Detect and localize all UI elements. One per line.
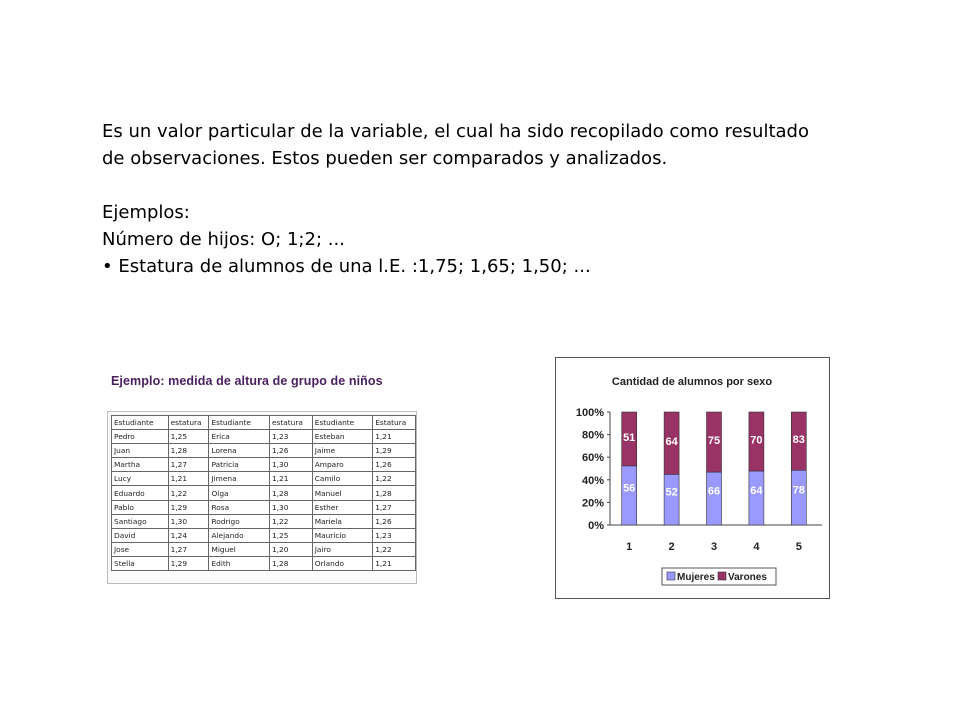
table-header-cell: Estudiante — [112, 416, 169, 430]
table-header-cell: estatura — [269, 416, 312, 430]
data-label-varones: 51 — [623, 431, 636, 444]
data-label-mujeres: 66 — [707, 485, 721, 498]
table-cell: 1,27 — [373, 500, 416, 514]
table-cell: 1,21 — [373, 556, 416, 570]
table-cell: 1,30 — [269, 500, 312, 514]
table-cell: 1,28 — [373, 486, 416, 500]
table-row — [112, 556, 416, 570]
table-cell: 1,29 — [168, 556, 209, 570]
table-cell: Edith — [209, 556, 269, 570]
table-cell: 1,23 — [373, 528, 416, 542]
table-row — [112, 542, 416, 556]
table-header-cell: Estudiante — [209, 416, 269, 430]
table-cell: 1,24 — [168, 528, 209, 542]
x-tick-label: 3 — [710, 541, 718, 553]
table-cell: 1,28 — [168, 444, 209, 458]
table-cell: Orlando — [312, 556, 372, 570]
table-cell: Patricia — [209, 458, 269, 472]
table-row — [112, 458, 416, 472]
table-cell: 1,29 — [168, 500, 209, 514]
table-title: Ejemplo: medida de altura de grupo de niños — [111, 374, 383, 388]
y-tick-label: 60% — [581, 452, 604, 465]
height-table-figure — [101, 364, 419, 585]
table-cell: 1,25 — [168, 430, 209, 444]
table-cell: Camilo — [312, 472, 372, 486]
table-cell: 1,23 — [269, 430, 312, 444]
table-cell: 1,25 — [269, 528, 312, 542]
x-tick-label: 5 — [795, 541, 802, 553]
spacer — [102, 172, 882, 199]
table-cell: 1,22 — [373, 472, 416, 486]
table-frame — [107, 411, 417, 584]
chart-svg — [556, 358, 829, 598]
y-tick-label: 100% — [575, 407, 604, 419]
table-row — [112, 472, 416, 486]
table-cell: 1,21 — [269, 472, 312, 486]
table-cell: Erica — [209, 430, 269, 444]
legend-label-varones: Varones — [728, 572, 767, 583]
table-cell: 1,28 — [269, 556, 312, 570]
table-cell: Jose — [112, 542, 169, 556]
table-cell: Mariela — [312, 514, 372, 528]
table-cell: 1,20 — [269, 542, 312, 556]
bar-mujeres — [622, 466, 637, 525]
table-cell: Rodrigo — [209, 514, 269, 528]
text-block — [102, 118, 882, 280]
table-cell: 1,22 — [269, 514, 312, 528]
table-cell: Alejando — [209, 528, 269, 542]
table-cell: Jairo — [312, 542, 372, 556]
y-tick-label: 0% — [588, 520, 604, 532]
table-row — [112, 430, 416, 444]
data-label-mujeres: 52 — [665, 486, 678, 499]
table-cell: Miguel — [209, 542, 269, 556]
table-row — [112, 444, 416, 458]
data-label-mujeres: 78 — [792, 484, 805, 497]
table-cell: Lorena — [209, 444, 269, 458]
x-tick-label: 2 — [668, 541, 675, 553]
table-cell: 1,27 — [168, 542, 209, 556]
table-cell: Stella — [112, 556, 169, 570]
y-tick-label: 80% — [581, 429, 604, 442]
data-label-mujeres: 64 — [750, 485, 763, 498]
definition-line-2: de observaciones. Estos pueden ser comparados y analizados. — [102, 148, 668, 169]
table-cell: Rosa — [209, 500, 269, 514]
table-cell: Mauricio — [312, 528, 372, 542]
x-tick-label: 4 — [753, 541, 760, 553]
table-row — [112, 514, 416, 528]
data-label-varones: 83 — [792, 434, 805, 447]
table-cell: 1,22 — [373, 542, 416, 556]
legend-swatch-mujeres — [667, 572, 675, 580]
y-tick-label: 40% — [581, 474, 604, 487]
table-header-cell: Estatura — [373, 416, 416, 430]
table-cell: 1,26 — [269, 444, 312, 458]
table-row — [112, 528, 416, 542]
table-cell: Amparo — [312, 458, 372, 472]
table-cell: Pablo — [112, 500, 169, 514]
table-cell: Juan — [112, 444, 169, 458]
data-label-varones: 64 — [665, 436, 678, 449]
table-cell: Jaime — [312, 444, 372, 458]
table-cell: Santiago — [112, 514, 169, 528]
table-row — [112, 486, 416, 500]
table-cell: Martha — [112, 458, 169, 472]
bar-mujeres — [791, 470, 806, 525]
x-tick-label: 1 — [626, 541, 633, 553]
examples-heading: Ejemplos: — [102, 202, 190, 223]
example-children: Número de hijos: O; 1;2; ... — [102, 229, 345, 250]
height-table — [111, 415, 416, 571]
table-cell: 1,26 — [373, 514, 416, 528]
bar-mujeres — [664, 474, 679, 525]
table-cell: Jimena — [209, 472, 269, 486]
table-cell: 1,21 — [373, 430, 416, 444]
table-cell: Esteban — [312, 430, 372, 444]
table-header-cell: estatura — [168, 416, 209, 430]
table-cell: Eduardo — [112, 486, 169, 500]
table-cell: 1,30 — [269, 458, 312, 472]
bar-mujeres — [749, 471, 764, 525]
data-label-varones: 70 — [750, 434, 763, 447]
table-cell: Olga — [209, 486, 269, 500]
students-by-sex-chart — [555, 357, 830, 599]
table-cell: Manuel — [312, 486, 372, 500]
table-cell: Esther — [312, 500, 372, 514]
table-cell: 1,29 — [373, 444, 416, 458]
table-cell: Pedro — [112, 430, 169, 444]
example-heights: • Estatura de alumnos de una l.E. :1,75; 1,65; 1,50; ... — [102, 256, 591, 277]
data-label-varones: 75 — [707, 435, 721, 448]
table-row — [112, 500, 416, 514]
data-label-mujeres: 56 — [623, 482, 636, 495]
table-cell: Lucy — [112, 472, 169, 486]
table-cell: 1,21 — [168, 472, 209, 486]
table-header-row — [112, 416, 416, 430]
table-cell: David — [112, 528, 169, 542]
table-header-cell: Estudiante — [312, 416, 372, 430]
legend-label-mujeres: Mujeres — [677, 572, 715, 583]
table-body — [112, 430, 416, 571]
table-cell: 1,30 — [168, 514, 209, 528]
y-tick-label: 20% — [581, 497, 604, 510]
table-cell: 1,27 — [168, 458, 209, 472]
chart-title: Cantidad de alumnos por sexo — [611, 376, 773, 388]
definition-line-1: Es un valor particular de la variable, el cual ha sido recopilado como resultado — [102, 121, 809, 142]
table-cell: 1,22 — [168, 486, 209, 500]
table-cell: 1,28 — [269, 486, 312, 500]
table-cell: 1,26 — [373, 458, 416, 472]
bar-mujeres — [707, 472, 722, 525]
legend-swatch-varones — [718, 572, 726, 580]
